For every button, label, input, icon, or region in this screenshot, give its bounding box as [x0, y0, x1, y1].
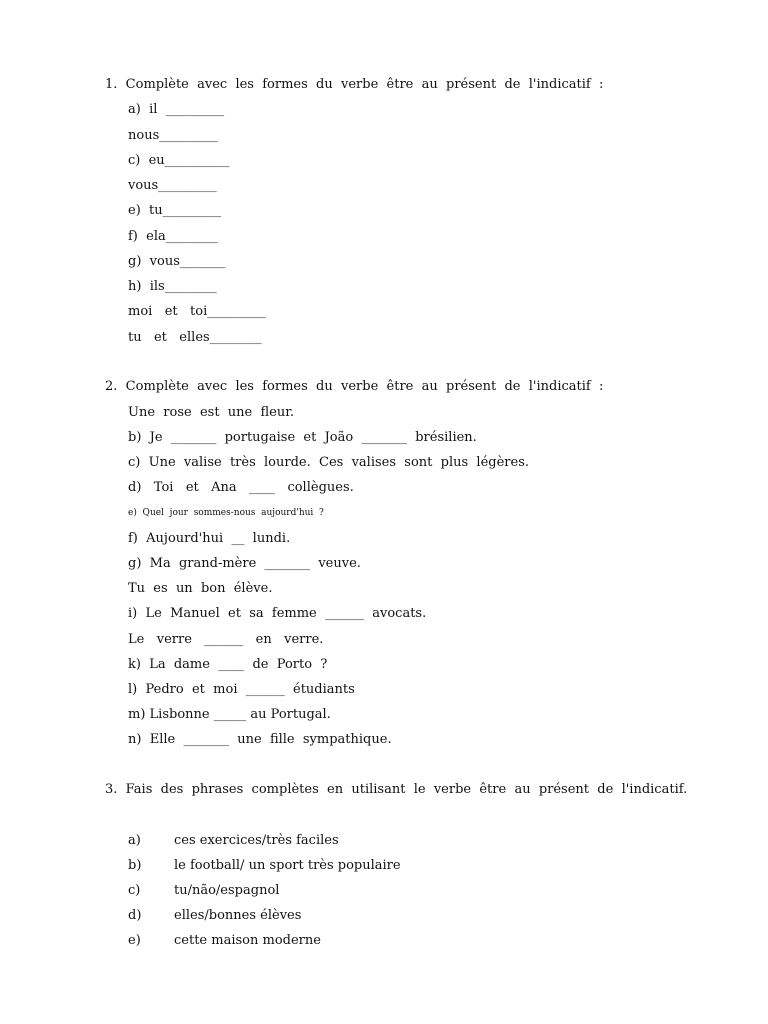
s2-item: c) Une valise très lourde. Ces valises sont plus légères. — [128, 455, 530, 470]
s2-item: Tu es un bon élève. — [128, 581, 273, 596]
section-1-heading: 1. Complète avec les formes du verbe être au présent de l'indicatif : — [105, 77, 604, 92]
s1-item: g) vous_______ — [128, 254, 226, 269]
s1-item: c) eu__________ — [128, 153, 230, 168]
section-3-heading: 3. Fais des phrases complètes en utilisant le verbe être au présent de l'indicatif. — [105, 782, 688, 797]
s2-item: l) Pedro et moi ______ étudiants — [128, 682, 355, 697]
s3-item-text: cette maison moderne — [174, 933, 321, 948]
s2-item: g) Ma grand-mère _______ veuve. — [128, 556, 361, 571]
s3-item-letter: c) — [128, 883, 141, 898]
s3-item-text: ces exercices/très faciles — [174, 833, 339, 848]
s1-item: tu et elles________ — [128, 330, 262, 345]
s3-item-letter: e) — [128, 933, 141, 948]
s2-item: n) Elle _______ une fille sympathique. — [128, 732, 392, 747]
s2-item: Le verre ______ en verre. — [128, 632, 324, 647]
s3-item-text: le football/ un sport très populaire — [174, 858, 401, 873]
s2-item: d) Toi et Ana ____ collègues. — [128, 480, 354, 495]
s2-item: m) Lisbonne _____ au Portugal. — [128, 707, 331, 722]
s3-item-letter: d) — [128, 908, 142, 923]
s2-item: k) La dame ____ de Porto ? — [128, 657, 328, 672]
s1-item: h) ils________ — [128, 279, 217, 294]
s3-item-letter: b) — [128, 858, 142, 873]
section-2-heading: 2. Complète avec les formes du verbe être au présent de l'indicatif : — [105, 379, 604, 394]
s1-item: f) ela________ — [128, 229, 218, 244]
s3-item-letter: a) — [128, 833, 141, 848]
s2-item: Une rose est une fleur. — [128, 405, 295, 420]
s1-item: vous_________ — [128, 178, 217, 193]
s2-item-small: e) Quel jour sommes-nous aujourd'hui ? — [128, 508, 324, 518]
s3-item-text: tu/não/espagnol — [174, 883, 280, 898]
s3-item-text: elles/bonnes élèves — [174, 908, 302, 923]
s1-item: a) il _________ — [128, 102, 225, 117]
s1-item: e) tu_________ — [128, 203, 222, 218]
s1-item: moi et toi_________ — [128, 304, 266, 319]
s2-item: f) Aujourd'hui __ lundi. — [128, 531, 291, 546]
s2-item: i) Le Manuel et sa femme ______ avocats. — [128, 606, 427, 621]
s2-item: b) Je _______ portugaise et João _______ brésilien. — [128, 430, 477, 445]
s1-item: nous_________ — [128, 128, 218, 143]
